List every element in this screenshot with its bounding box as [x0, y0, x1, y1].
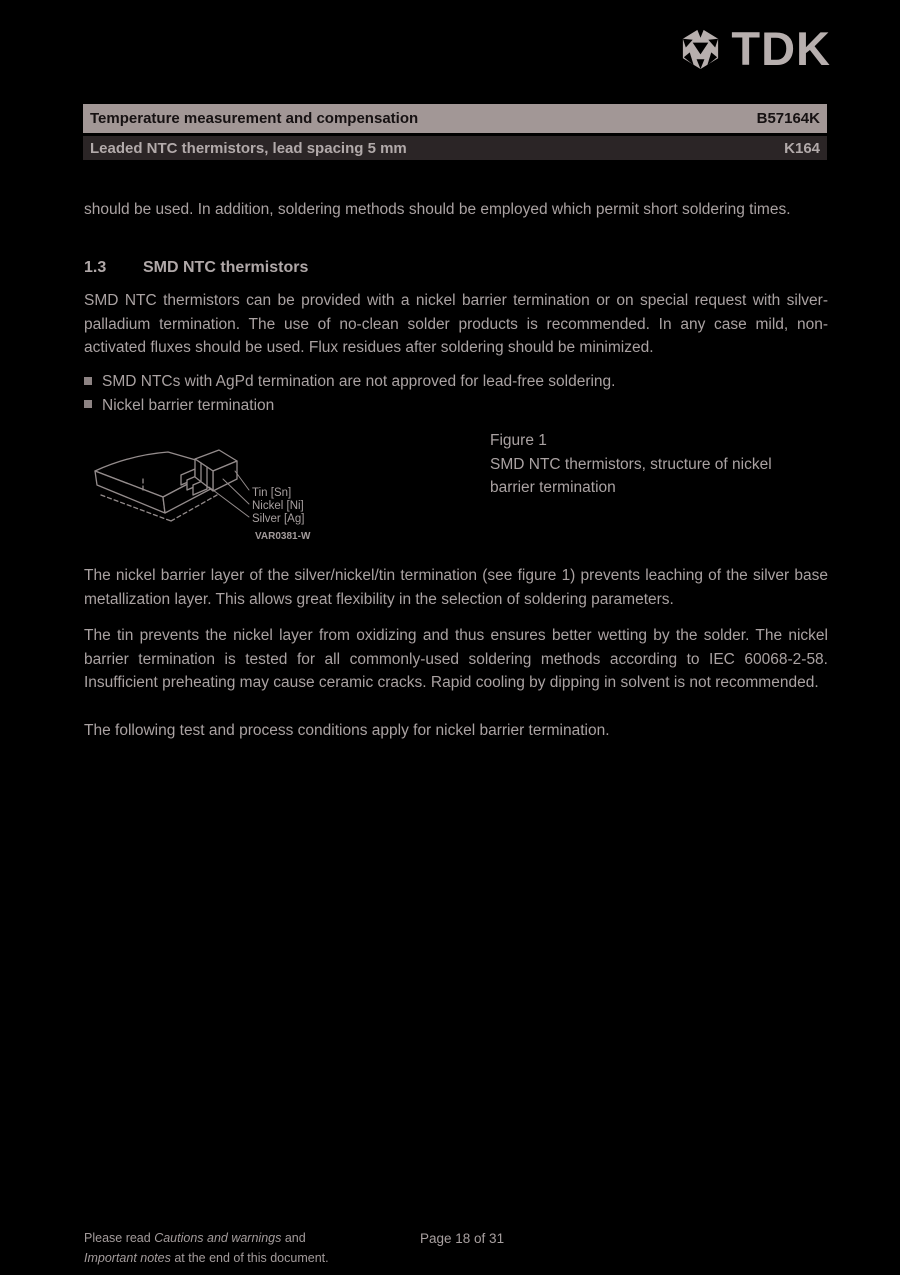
square-bullet-icon [84, 400, 92, 408]
list-item-text: Nickel barrier termination [102, 396, 275, 414]
section-number: 1.3 [84, 259, 107, 276]
square-bullet-icon [84, 377, 92, 385]
header-part-number: B57164K [756, 110, 820, 127]
brand-text: TDK [731, 22, 831, 75]
header-bar-subtitle [83, 136, 827, 160]
figure-drawing-code: VAR0381-W [255, 531, 311, 542]
header-series-code: K164 [784, 139, 820, 157]
list-item-text: SMD NTCs with AgPd termination are not approved for lead-free soldering. [102, 373, 616, 390]
figure-caption [490, 429, 810, 500]
figure-label-silver: Silver [Ag] [252, 513, 305, 525]
bullet-list [84, 370, 828, 417]
paragraph-intro: should be used. In addition, soldering methods should be employed which permit short soldering times. [84, 201, 791, 218]
header-subtitle: Leaded NTC thermistors, lead spacing 5 mm [90, 139, 407, 157]
paragraph-tin: The tin prevents the nickel layer from oxidizing and thus ensures better wetting by the solder. The nickel barrier termination is tested for all commonly-used soldering methods according to IEC 60068-2-58. Insufficient preheating may cause ceramic cracks. Rapid cooling by dipping in solvent is not recommended. [84, 627, 828, 691]
paragraph-nickel-barrier: The nickel barrier layer of the silver/nickel/tin termination (see figure 1) prevents leaching of the silver base metallization layer. This allows great flexibility in the selection of soldering parameters. [84, 567, 828, 608]
paragraph-conditions: The following test and process conditions apply for nickel barrier termination. [84, 722, 610, 739]
tdk-logo [678, 22, 831, 75]
footer-note-post: at the end of this document. [170, 1250, 329, 1265]
section-title: SMD NTC thermistors [143, 259, 309, 276]
footer-note [84, 1229, 329, 1268]
section-heading [84, 259, 308, 277]
list-item [84, 394, 828, 418]
figure-smd-nickel-barrier-diagram [85, 435, 375, 547]
header-title: Temperature measurement and compensation [90, 110, 419, 127]
paragraph-smd: SMD NTC thermistors can be provided with a nickel barrier termination or on special request with silver-palladium termination. The use of no-clean solder products is recommended. In any case mild, non-activated fluxes should be used. Flux residues after soldering should be minimized. [84, 292, 828, 356]
footer-note-pre: Please read [84, 1231, 155, 1245]
figure-caption-title: Figure 1 [490, 432, 547, 449]
tdk-emblem-icon [678, 26, 723, 71]
figure-label-nickel: Nickel [Ni] [252, 500, 304, 512]
footer-note-cautions: Cautions and warnings [154, 1231, 282, 1245]
figure-caption-text: SMD NTC thermistors, structure of nickel barrier termination [490, 455, 772, 496]
header-bar-title [83, 104, 827, 133]
list-item [84, 370, 828, 394]
figure-label-tin: Tin [Sn] [252, 487, 292, 499]
footer-page-number: Page 18 of 31 [420, 1231, 505, 1246]
footer-note-important: Important notes [84, 1250, 171, 1265]
footer-note-mid: and [281, 1231, 306, 1245]
